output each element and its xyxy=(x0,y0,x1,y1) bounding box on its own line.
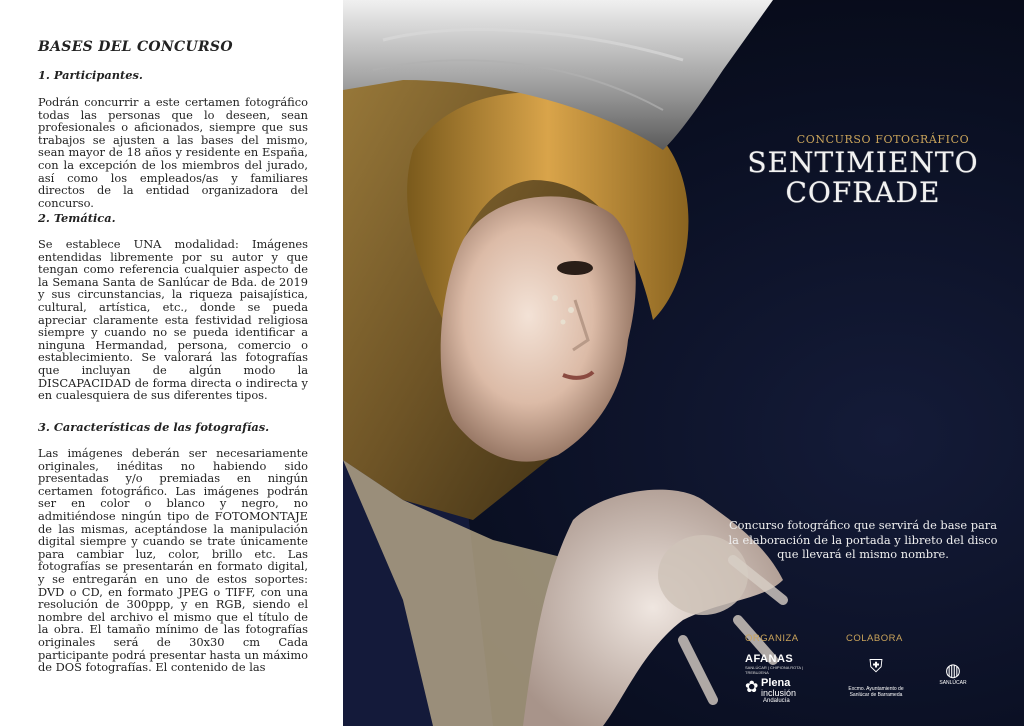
contest-eyebrow: CONCURSO FOTOGRÁFICO xyxy=(796,133,970,146)
poster-page xyxy=(343,0,1024,726)
contest-description: Concurso fotográfico que servirá de base para la elaboración de la portada y libreto del disco que llevará el mismo nombre. xyxy=(728,518,998,561)
virgin-statue-photo xyxy=(343,0,1024,726)
plena-sub: inclusión xyxy=(761,688,797,698)
section-heading-caracteristicas: 3. Características de las fotografías. xyxy=(38,420,270,434)
sanlucar-globe-icon: ◍ xyxy=(945,660,961,680)
section-text-tematica: Se establece UNA modalidad: Imágenes entendidas libremente por su autor y que tengan como referencia cualquier aspecto de la Semana Santa de Sanlúcar de Bda. de 2019 y sus circunstancias, la riqueza paisajística, cultural, artística, etc., donde se pueda apreciar claramente esta festividad religiosa siempre y cuando no se pueda identificar a ninguna Hermandad, persona, comercio o establecimiento. Se valorará las fotografías que incluyan de algún modo la DISCAPACIDAD de forma directa o indirecta y en cualesquiera de sus diferentes tipos. xyxy=(38,237,308,403)
coat-of-arms-icon: ⛨ xyxy=(869,656,883,676)
organiza-label: ORGANIZA xyxy=(745,633,799,644)
plena-name: Plena xyxy=(761,677,791,689)
title-line-2: COFRADE xyxy=(785,176,941,209)
rules-page xyxy=(0,0,343,726)
plena-symbol-icon: ✿ xyxy=(745,679,759,696)
sanlucar-logo xyxy=(928,660,978,686)
plena-inclusion-logo xyxy=(745,677,815,705)
plena-region: Andalucía xyxy=(763,698,790,704)
afanas-sub: SANLÚCAR | CHIPIONA ROTA | TREBUJENA xyxy=(745,665,804,675)
ayto-line-1: Excmo. Ayuntamiento de xyxy=(848,686,904,692)
afanas-name: AFANAS xyxy=(745,653,794,665)
afanas-logo xyxy=(745,653,815,675)
ayto-line-2: Sanlúcar de Barrameda xyxy=(849,692,903,698)
rules-title: BASES DEL CONCURSO xyxy=(38,39,233,55)
title-line-1: SENTIMIENTO xyxy=(747,146,979,179)
colabora-label: COLABORA xyxy=(846,633,903,644)
section-text-caracteristicas: Las imágenes deberán ser necesariamente originales, inéditas no habiendo sido presentadas y/o premiadas en ningún certamen fotográfico. Las imágenes podrán ser en color o blanco y negro, no admitiéndose ningún tipo de FOTOMONTAJE de las mismas, aceptándose la manipulación digital siempre y cuando se trate únicamente para cambiar luz, color, brillo etc. Las fotografías se presentarán en formato digital, y se entregarán en uno de estos soportes: DVD o CD, en formato JPEG o TIFF, con una resolución de 300ppp, y en RGB, siendo el nombre del archivo el mismo que el título de la obra. El tamaño mínimo de las fotografías originales será de 30x30 cm Cada participante podrá presentar hasta un máximo de DOS fotografías. El contenido de las xyxy=(38,447,308,675)
eye-shape xyxy=(557,261,593,275)
ayuntamiento-logo xyxy=(841,656,911,698)
section-heading-tematica: 2. Temática. xyxy=(38,211,116,225)
section-heading-participants: 1. Participantes. xyxy=(38,68,143,82)
contest-title xyxy=(713,148,1013,208)
sanlucar-name: SANLÚCAR xyxy=(939,680,967,686)
section-text-participants: Podrán concurrir a este certamen fotográfico todas las personas que lo deseen, sean profesionales o aficionados, siempre que sus trabajos se ajusten a las bases del mismo, sean mayor de 18 años y residente en España, con la excepción de los miembros del jurado, así como los empleados/as y familiares directos de la entidad organizadora del concurso. xyxy=(38,95,308,210)
